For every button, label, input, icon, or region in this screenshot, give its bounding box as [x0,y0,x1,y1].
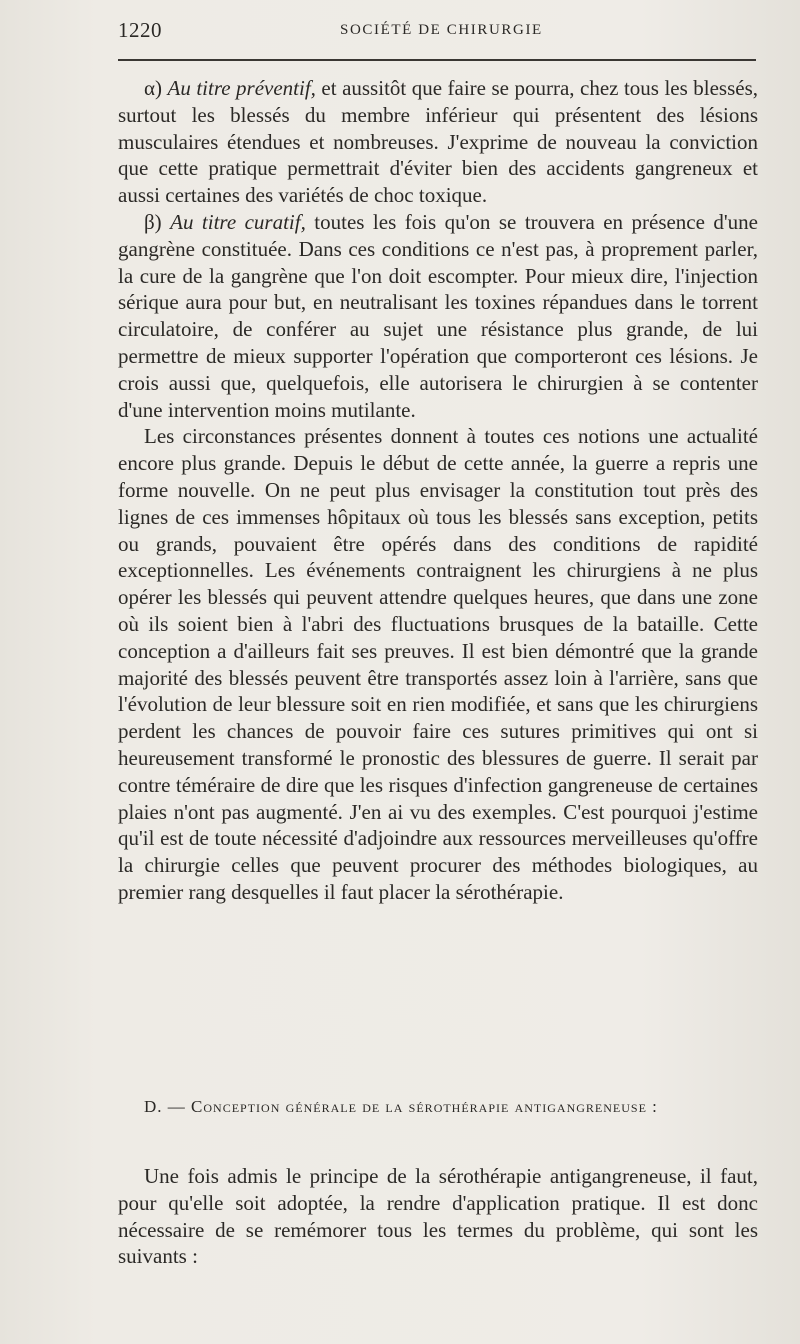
page-header [118,14,758,48]
final-paragraph [118,1163,758,1270]
section-heading [118,1093,758,1120]
paragraph-label: β) [144,209,162,234]
paragraph-emphasis: Au titre curatif, [170,209,306,234]
paragraph-label: α) [144,76,162,100]
paragraph-beta [118,209,758,423]
page-number: 1220 [118,18,162,42]
section-title: Conception générale de la sérothérapie antigangreneuse : [191,1097,658,1116]
paragraph-circumstances [118,423,758,905]
paragraph-alpha [118,75,758,209]
paragraph-body: Les circonstances présentes donnent à toutes ces notions une actualité encore plus grande. Depuis le début de cette année, la guerre a repris une forme nouvelle. On ne peut plus envisager la constitution tout près des lignes de ces immenses hôpitaux où tous les blessés sans exception, petits ou grands, pouvaient être opérés dans des conditions de rapidité exceptionnelles. Les événements contraignent les chirurgiens à ne plus opérer les blessés qui peuvent attendre quelques heures, que dans une zone où ils soient bien à l'abri des fluctuations brusques de la bataille. Cette conception a d'ailleurs fait ses preuves. Il est bien démontré que la grande majorité des blessés peuvent être transportés assez loin à l'arrière, sans que l'évolution de leur blessure soit en rien modifiée, et sans que les chirurgiens perdent les chances de pouvoir faire ces sutures primitives qui ont si heureusement transformé le pronostic des blessures de guerre. Il serait par contre téméraire de dire que les risques d'infection gangreneuse de certaines plaies n'ont pas augmenté. J'en ai vu des exemples. C'est pourquoi j'estime qu'il est de toute nécessité d'adjoindre aux ressources merveilleuses qu'offre la chirurgie celles que peuvent procurer des méthodes biologiques, au premier rang desquelles il faut placer la sérothérapie. [118,424,758,904]
section-letter: D. — [144,1097,186,1116]
paragraph-emphasis: Au titre préventif, [167,76,316,100]
header-rule [118,59,756,61]
body-text [118,75,758,906]
paragraph-body: et aussitôt que faire se pourra, chez tous les blessés, surtout les blessés du membre inférieur qui présentent des lésions musculaires étendues et nombreuses. J'exprime de nouveau la conviction que cette pratique permettrait d'éviter bien des accidents gangreneux et aussi certaines des variétés de choc toxique. [118,76,759,208]
running-head: SOCIÉTÉ DE CHIRURGIE [340,22,543,38]
paragraph-body: Une fois admis le principe de la sérothérapie antigangreneuse, il faut, pour qu'elle soit adoptée, la rendre d'application pratique. Il est donc nécessaire de se remémorer tous les termes du problème, qui sont les suivants : [118,1164,758,1269]
paragraph-body: toutes les fois qu'on se trouvera en présence d'une gangrène constituée. Dans ces conditions ce n'est pas, à proprement parler, la cure de la gangrène que l'on doit escompter. Pour mieux dire, l'injection sérique aura pour but, en neutralisant les toxines répandues dans le torrent circulatoire, de conférer au sujet une résistance plus grande, de lui permettre de mieux supporter l'opération que comporteront ces lésions. Je crois aussi que, quelquefois, elle autorisera le chirurgien à se contenter d'une intervention moins mutilante. [118,209,759,422]
